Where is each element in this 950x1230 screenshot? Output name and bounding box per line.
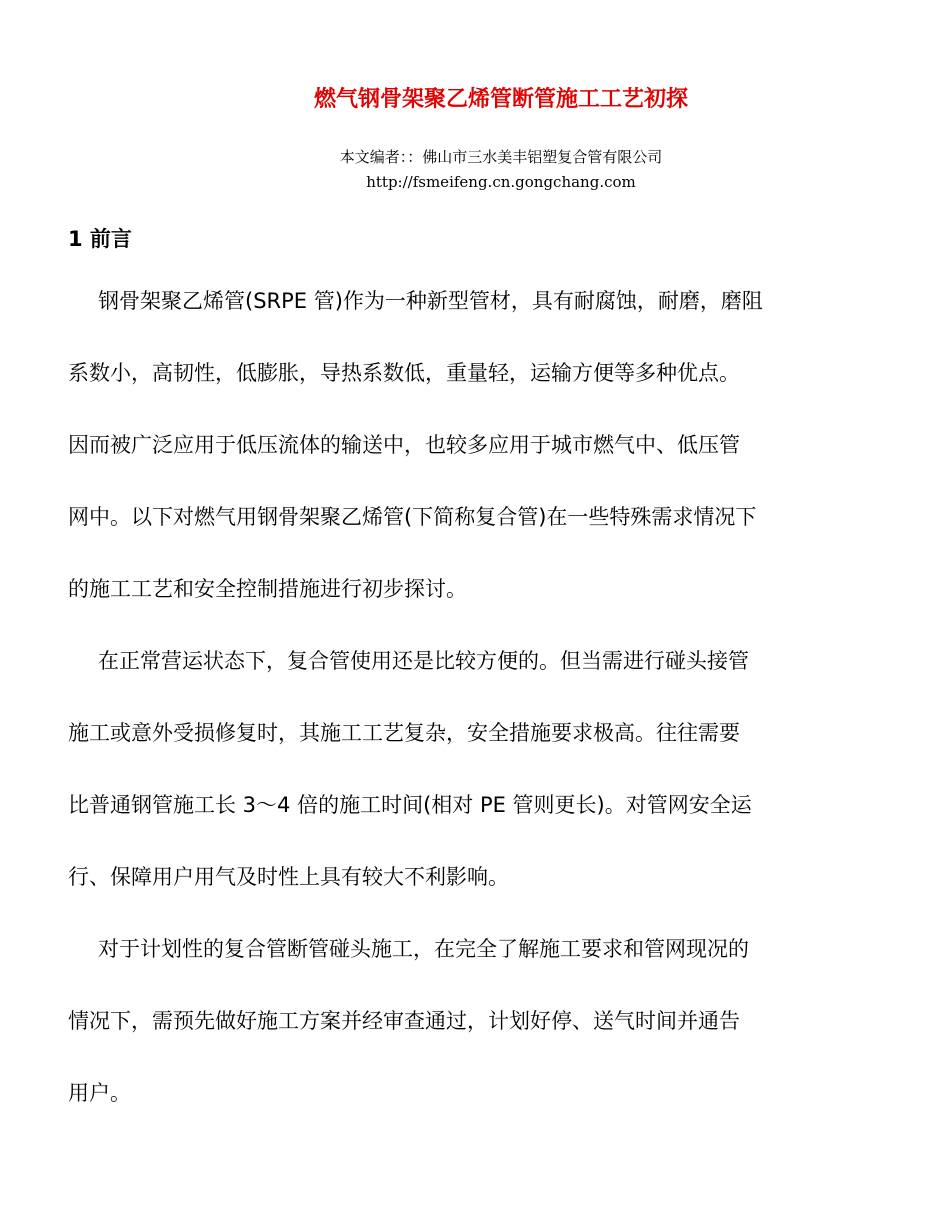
- paragraph-line: 情况下，需预先做好施工方案并经审查通过，计划好停、送气时间并通告: [68, 1009, 740, 1033]
- body-text: [68, 281, 883, 1145]
- paragraph-line: 在正常营运状态下，复合管使用还是比较方便的。但当需进行碰头接管: [98, 649, 749, 673]
- document-title: 燃气钢骨架聚乙烯管断管施工工艺初探: [313, 86, 688, 112]
- paragraph-line: 的施工工艺和安全控制措施进行初步探讨。: [68, 577, 467, 601]
- paragraph-line: 对于计划性的复合管断管碰头施工，在完全了解施工要求和管网现况的: [98, 937, 749, 961]
- paragraph-line: 行、保障用户用气及时性上具有较大不利影响。: [68, 865, 509, 889]
- paragraph-line: 钢骨架聚乙烯管(SRPE 管)作为一种新型管材，具有耐腐蚀，耐磨，磨阻: [98, 289, 763, 313]
- source-url: http://fsmeifeng.cn.gongchang.com: [366, 173, 636, 191]
- paragraph-line: 系数小，高韧性，低膨胀，导热系数低，重量轻，运输方便等多种优点。: [68, 361, 740, 385]
- paragraph: [68, 281, 883, 641]
- paragraph-line: 网中。以下对燃气用钢骨架聚乙烯管(下简称复合管)在一些特殊需求情况下: [68, 505, 757, 529]
- paragraph: [68, 641, 883, 929]
- author-block: [0, 145, 950, 195]
- paragraph-line: 用户。: [68, 1081, 131, 1105]
- author-line: 本文编者：：佛山市三水美丰铝塑复合管有限公司: [339, 148, 663, 166]
- paragraph-line: 施工或意外受损修复时，其施工工艺复杂，安全措施要求极高。往往需要: [68, 721, 740, 745]
- section-heading: 1 前言: [68, 227, 132, 251]
- paragraph-line: 因而被广泛应用于低压流体的输送中，也较多应用于城市燃气中、低压管: [68, 433, 740, 457]
- paragraph: [68, 929, 883, 1145]
- paragraph-line: 比普通钢管施工长 3～4 倍的施工时间(相对 PE 管则更长)。对管网安全运: [68, 793, 752, 817]
